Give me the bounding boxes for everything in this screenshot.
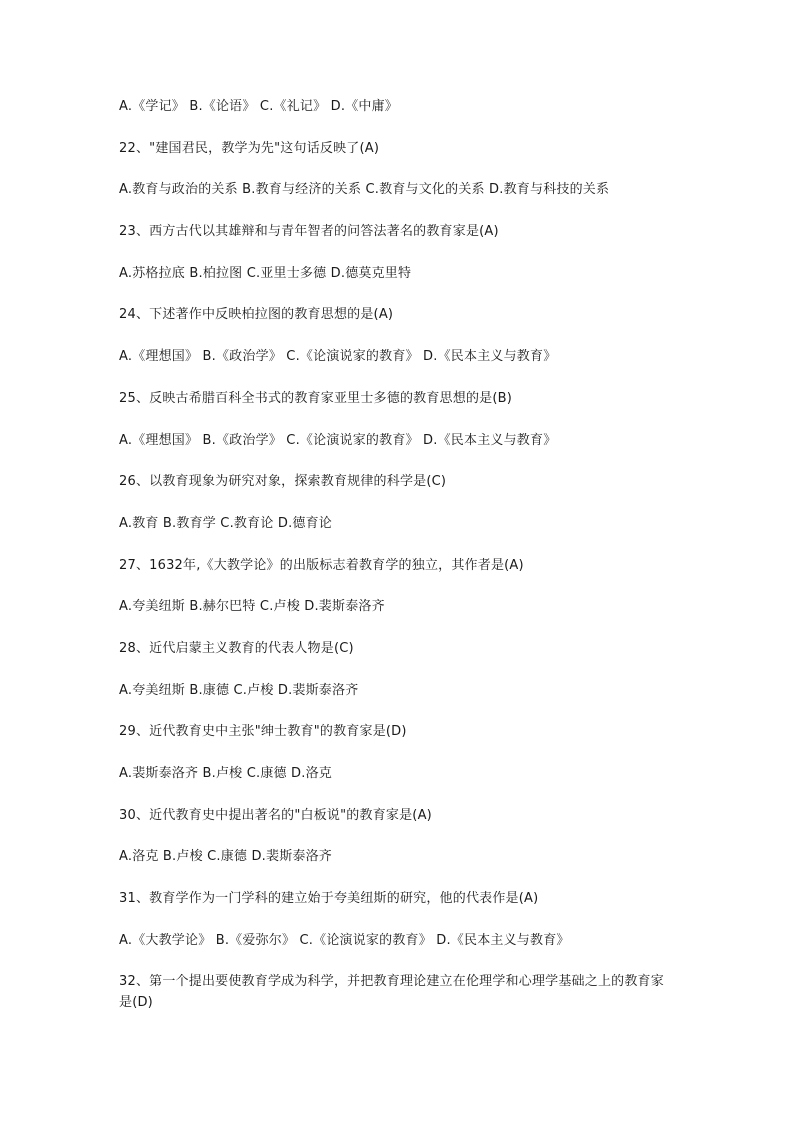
question-31: 31、教育学作为一门学科的建立始于夸美纽斯的研究，他的代表作是(A) [119, 891, 539, 907]
answer-options-30: A.洛克 B.卢梭 C.康德 D.裴斯泰洛齐 [119, 849, 332, 865]
answer-options-21: A.《学记》 B.《论语》 C.《礼记》 D.《中庸》 [119, 99, 398, 114]
question-27: 27、1632年,《大教学论》的出版标志着教育学的独立，其作者是(A) [119, 557, 524, 573]
answer-options-29: A.裴斯泰洛齐 B.卢梭 C.康德 D.洛克 [119, 766, 332, 781]
question-23: 23、西方古代以其雄辩和与青年智者的问答法著名的教育家是(A) [119, 224, 499, 240]
question-29: 29、近代教育史中主张"绅士教育"的教育家是(D) [119, 724, 407, 740]
question-22: 22、"建国君民，教学为先"这句话反映了(A) [119, 140, 380, 156]
question-24: 24、下述著作中反映柏拉图的教育思想的是(A) [119, 307, 394, 323]
answer-options-25: A.《理想国》 B.《政治学》 C.《论演说家的教育》 D.《民本主义与教育》 [119, 432, 557, 448]
document-page [119, 96, 679, 1034]
answer-options-24: A.《理想国》 B.《政治学》 C.《论演说家的教育》 D.《民本主义与教育》 [119, 349, 557, 365]
answer-options-27: A.夸美纽斯 B.赫尔巴特 C.卢梭 D.裴斯泰洛齐 [119, 599, 385, 615]
answer-options-31: A.《大教学论》 B.《爱弥尔》 C.《论演说家的教育》 D.《民本主义与教育》 [119, 932, 570, 948]
question-32: 32、第一个提出要使教育学成为科学，并把教育理论建立在伦理学和心理学基础之上的教育家是(D) [119, 974, 664, 1011]
answer-options-22: A.教育与政治的关系 B.教育与经济的关系 C.教育与文化的关系 D.教育与科技的关系 [119, 182, 610, 198]
question-28: 28、近代启蒙主义教育的代表人物是(C) [119, 640, 354, 656]
answer-options-23: A.苏格拉底 B.柏拉图 C.亚里士多德 D.德莫克里特 [119, 265, 412, 281]
question-26: 26、以教育现象为研究对象，探索教育规律的科学是(C) [119, 474, 447, 490]
answer-options-26: A.教育 B.教育学 C.教育论 D.德育论 [119, 515, 332, 531]
question-25: 25、反映古希腊百科全书式的教育家亚里士多德的教育思想的是(B) [119, 390, 513, 406]
question-30: 30、近代教育史中提出著名的"白板说"的教育家是(A) [119, 807, 432, 823]
answer-options-28: A.夸美纽斯 B.康德 C.卢梭 D.裴斯泰洛齐 [119, 682, 359, 698]
